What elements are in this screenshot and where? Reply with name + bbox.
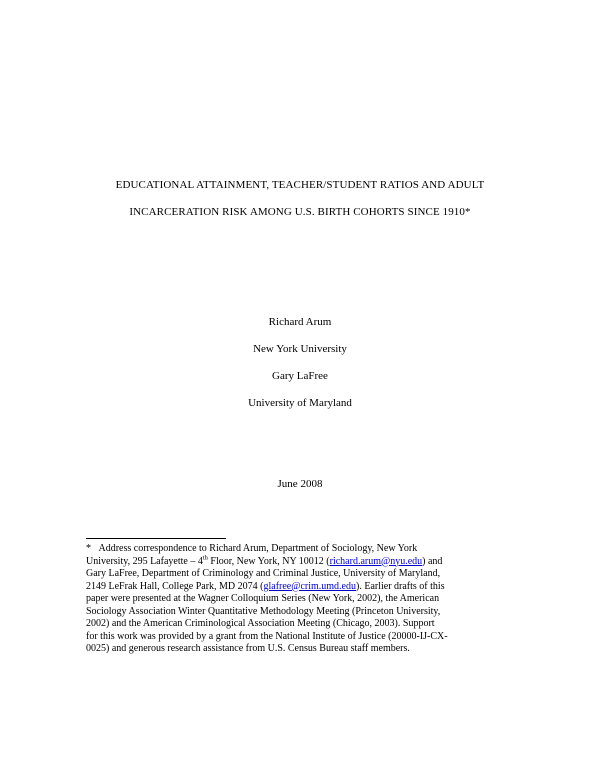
paper-title-line-1: EDUCATIONAL ATTAINMENT, TEACHER/STUDENT RATIOS AND ADULT [115, 179, 485, 191]
paper-date: June 2008 [277, 478, 323, 490]
footnote-line: 2002) and the American Criminological Association Meeting (Chicago, 2003). Support [86, 618, 435, 629]
superscript-ordinal: th [202, 554, 208, 562]
footnote [86, 543, 518, 656]
footnote-line: paper were presented at the Wagner Colloquium Series (New York, 2002), the American [86, 593, 440, 604]
author-name-2: Gary LaFree [272, 370, 328, 382]
footnote-line: University, 295 Lafayette – 4th Floor, New York, NY 10012 (richard.arum@nyu.edu) and [86, 554, 443, 567]
email-link-lafree[interactable]: glafree@crim.umd.edu [263, 580, 356, 592]
author-affiliation-1: New York University [253, 343, 347, 355]
footnote-line: * Address correspondence to Richard Arum, Department of Sociology, New York [86, 543, 418, 554]
footnote-line: Sociology Association Winter Quantitative Methodology Meeting (Princeton University, [86, 605, 441, 617]
email-link-arum[interactable]: richard.arum@nyu.edu [329, 555, 423, 567]
paper-title-line-2: INCARCERATION RISK AMONG U.S. BIRTH COHORTS SINCE 1910* [129, 206, 471, 218]
footnote-line: Gary LaFree, Department of Criminology and Criminal Justice, University of Maryland, [86, 568, 441, 579]
author-name-1: Richard Arum [268, 316, 332, 328]
footnote-line: 2149 LeFrak Hall, College Park, MD 2074 (glafree@crim.umd.edu). Earlier drafts of this [86, 580, 445, 592]
footnote-line: for this work was provided by a grant from the National Institute of Justice (20000-IJ-CX- [86, 630, 448, 642]
footnote-separator [86, 538, 226, 539]
footnote-marker: * [86, 543, 91, 554]
footnote-line: 0025) and generous research assistance from U.S. Census Bureau staff members. [86, 643, 410, 654]
author-affiliation-2: University of Maryland [248, 397, 352, 409]
